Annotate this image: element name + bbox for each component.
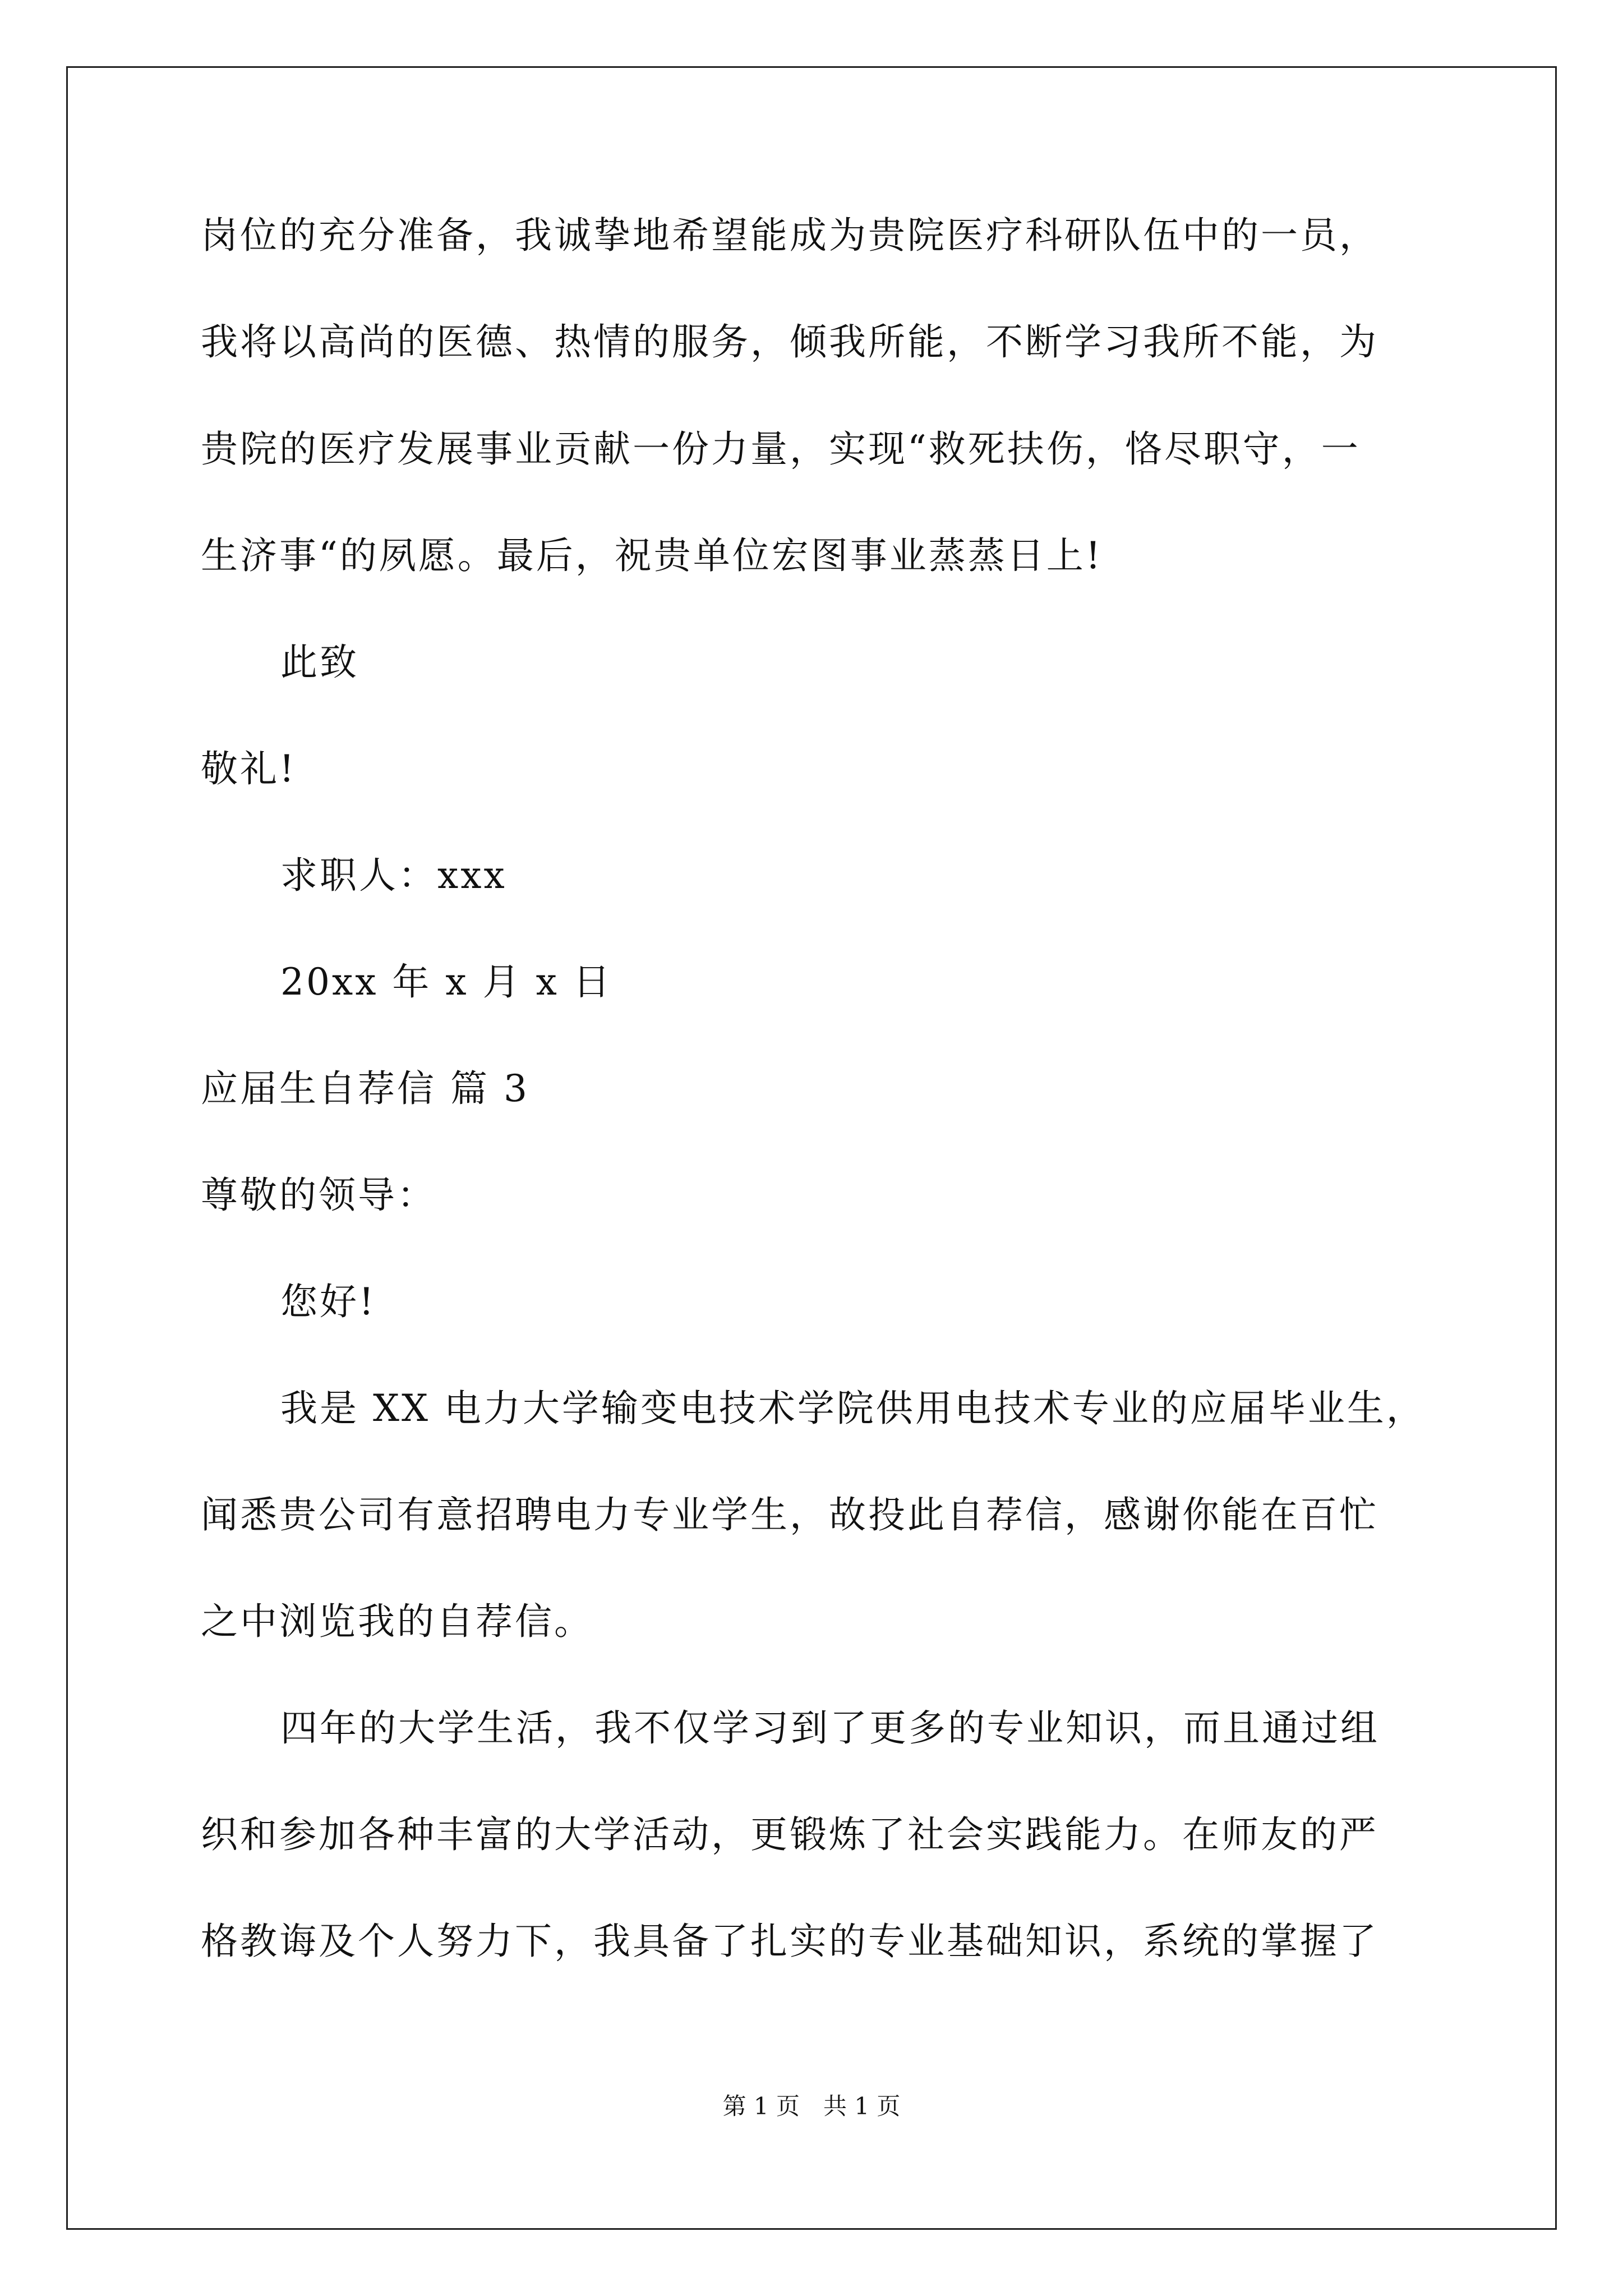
- page-border: [66, 66, 1557, 2230]
- text-line: 贵院的医疗发展事业贡献一份力量，实现“救死扶伤，恪尽职守，一: [201, 427, 1361, 471]
- greeting-line: 尊敬的领导：: [201, 1174, 436, 1217]
- text-line: 岗位的充分准备，我诚挚地希望能成为贵院医疗科研队伍中的一员，: [201, 214, 1378, 257]
- text-line: 之中浏览我的自荐信。: [201, 1600, 593, 1643]
- text-line: 生济事“的夙愿。最后，祝贵单位宏图事业蒸蒸日上!: [201, 534, 1103, 577]
- text-line: 我将以高尚的医德、热情的服务，倾我所能，不断学习我所不能，为: [201, 320, 1378, 364]
- greeting-hello: 您好!: [280, 1280, 376, 1323]
- signature-line: 求职人：xxx: [280, 854, 507, 897]
- text-line: 格教诲及个人努力下，我具备了扎实的专业基础知识，系统的掌握了: [201, 1920, 1378, 1963]
- section-heading: 应届生自荐信 篇 3: [201, 1067, 529, 1110]
- text-line: 我是 XX 电力大学输变电技术学院供用电技术专业的应届毕业生，: [280, 1387, 1426, 1430]
- closing-salutation: 此致: [280, 641, 359, 684]
- closing-regards: 敬礼!: [201, 747, 297, 790]
- text-line: 闻悉贵公司有意招聘电力专业学生，故投此自荐信，感谢你能在百忙: [201, 1493, 1378, 1536]
- page-footer: 第 1 页 共 1 页: [722, 2092, 901, 2120]
- date-line: 20xx 年 x 月 x 日: [280, 960, 612, 1004]
- text-line: 四年的大学生活，我不仅学习到了更多的专业知识，而且通过组: [280, 1706, 1380, 1750]
- text-line: 织和参加各种丰富的大学活动，更锻炼了社会实践能力。在师友的严: [201, 1813, 1378, 1856]
